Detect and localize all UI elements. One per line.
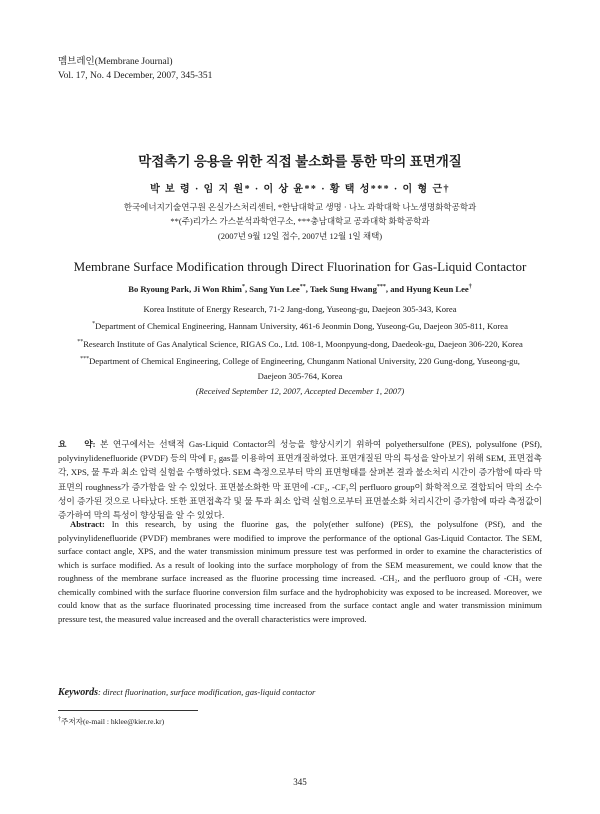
korean-abstract-label: 요 약: <box>58 439 96 449</box>
affiliation: *Department of Chemical Engineering, Hannam University, 461-6 Jeonmin Dong, Yuseong-Gu, Daejeon 305-811, Korea <box>92 321 508 332</box>
english-affiliations <box>70 300 530 400</box>
english-title: Membrane Surface Modification through Direct Fluorination for Gas-Liquid Contactor <box>73 259 527 274</box>
author-name: Taek Sung Hwang <box>309 284 377 294</box>
page-number: 345 <box>293 777 307 787</box>
korean-authors: 박 보 령 · 임 지 원* · 이 상 윤** · 황 택 성*** · 이 형 근† <box>150 184 450 195</box>
korean-affiliation-2: **(주)리가스 가스분석과학연구소, ***충남대학교 공과대학 화학공학과 <box>170 216 430 226</box>
journal-citation: Vol. 17, No. 4 December, 2007, 345-351 <box>58 71 213 81</box>
affiliation: **Research Institute of Gas Analytical Science, RIGAS Co., Ltd. 108-1, Moonpyung-dong, Daedeok-gu, Daejeon 306-220, Korea <box>77 338 523 349</box>
keywords-text: : direct fluorination, surface modification, gas-liquid contactor <box>98 687 316 697</box>
affiliation: Korea Institute of Energy Research, 71-2 Jang-dong, Yuseong-gu, Daejeon 305-343, Korea <box>143 303 457 314</box>
english-abstract-label: Abstract: <box>70 519 105 529</box>
footnote: †주저자(e-mail : hklee@kier.re.kr) <box>58 716 165 726</box>
journal-name: 멤브레인(Membrane Journal) <box>58 57 173 67</box>
korean-abstract-text: 본 연구에서는 선택적 Gas-Liquid Contactor의 성능을 향상시키기 위하여 polyethersulfone (PES), polysulfone (PSf), polyvinylidenefluoride (PVDF) 등의 막에 F₂ gas를 이용하여 표면개질하였다. 표면개질된 막의 특성을 알아보기 위해 SEM, 표면접촉각, XPS, 물 투과 최소 압력 실험을 수행하였다. SEM 측정으로부터 막의 표면형태를 살펴본 결과 불소처리 시간이 증가함에 따라 막 표면의 roughness가 증가함을 알 수 있었다. 표면불소화한 막 표면에 -CF₂, -CF₃의 perfluoro group이 화학적으로 결합되어 막의 소수성이 증가된 것으로 나타났다. 또한 표면접촉각 및 물 투과 최소 압력 실험으로부터 표면불소화 처리시간이 증가함에 따라 측정값이 증가하여 막의 특성이 향상됨을 알 수 있었다. <box>58 439 542 521</box>
author-name: Sang Yun Lee <box>249 284 300 294</box>
korean-title: 막접촉기 응용을 위한 직접 불소화를 통한 막의 표면개질 <box>138 154 462 169</box>
author-name: Bo Ryoung Park <box>128 284 190 294</box>
footnote-divider <box>58 710 198 711</box>
english-abstract-text: In this research, by using the fluorine gas, the poly(ether sulfone) (PES), the polysulfone (PSf), and the polyvinylidenefluoride (PVDF) membranes were modified to improve the performance of the optional Gas-Liquid Contactor. The SEM, surface contact angle, XPS, and the water transmission minimum pressure test was performed in order to examine the characteristics of which is surface modified. As a result of looking into the surface morphology of from the SEM measurement, we could know that the roughness of the membrane surface increased as the fluorine processing time increased. -CH₂, and the perfluoro group of -CH₃ were chemically combined with the surface fluorine conversion film surface and the hydrophobicity was exposed to be increased. Moreover, we could know that as the surface fluorinated processing time increased from the surface contact angle and water transmission minimum pressure test, the measured value increased and the overall characteristics were improved. <box>58 519 542 624</box>
author-name: and Hyung Keun Lee <box>390 284 469 294</box>
keywords-label: Keywords <box>58 687 98 698</box>
author-name: Ji Won Rhim <box>193 284 242 294</box>
affiliation: ***Department of Chemical Engineering, College of Engineering, Chunganm National University, 220 Gung-dong, Yuseong-gu, Daejeon 305-764, Korea <box>80 355 520 382</box>
korean-abstract <box>58 437 542 522</box>
english-authors: Bo Ryoung Park, Ji Won Rhim*, Sang Yun Lee**, Taek Sung Hwang***, and Hyung Keun Lee† <box>128 284 472 294</box>
korean-dates: (2007년 9월 12일 접수, 2007년 12월 1일 채택) <box>217 231 383 241</box>
english-abstract <box>58 518 542 626</box>
english-dates: (Received September 12, 2007, Accepted December 1, 2007) <box>195 386 405 397</box>
korean-affiliation-1: 한국에너지기술연구원 온실가스처리센터, *한남대학교 생명 · 나노 과학대학 나노생명화학공학과 <box>123 202 477 212</box>
keywords <box>58 687 315 698</box>
